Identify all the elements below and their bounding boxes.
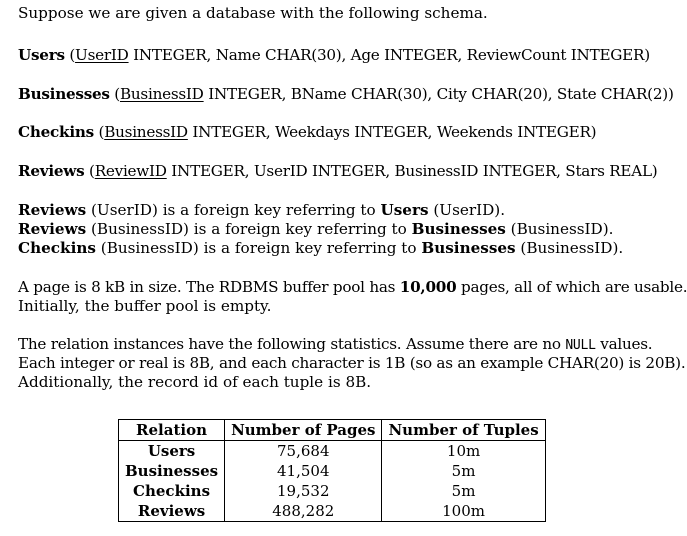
buffer-text: A page is 8 kB in size. The RDBMS buffer pool has [18,278,400,296]
primary-key: BusinessID [104,123,188,141]
buffer-pool-line-2: Initially, the buffer pool is empty. [18,297,272,315]
foreign-key-3 [18,239,623,258]
stats-line-2: Each integer or real is 8B, and each character is 1B (so as an example CHAR(20) is 20B). [18,354,686,372]
fk-description: (UserID) is a foreign key referring to [86,201,381,219]
fk-target-key: (BusinessID). [505,220,614,238]
schema-attributes: INTEGER, BName CHAR(30), City CHAR(20), State CHAR(2)) [203,85,674,103]
schema-attributes: INTEGER, Weekdays INTEGER, Weekends INTEGER) [187,123,597,141]
schema-name: Reviews [18,162,85,180]
table-row [119,441,546,462]
schema-checkins [18,123,596,142]
schema-paren: ( [93,123,105,141]
schema-name: Checkins [18,123,94,141]
tuples-cell: 5m [382,481,545,501]
table-row [119,461,546,481]
tuples-cell: 100m [382,501,545,522]
stats-text-tail: values. [595,335,653,353]
pages-cell: 488,282 [225,501,382,522]
schema-paren: ( [109,85,120,103]
primary-key: BusinessID [119,85,204,103]
schema-paren: ( [84,162,95,180]
schema-users [18,46,650,65]
table-header-row [119,420,546,441]
buffer-page-count: 10,000 [399,278,457,296]
relation-cell: Businesses [119,461,225,481]
pages-cell: 41,504 [225,461,382,481]
pages-cell: 75,684 [225,441,382,462]
tuples-cell: 10m [382,441,545,462]
foreign-key-1 [18,201,505,220]
tuples-cell: 5m [382,461,545,481]
primary-key: UserID [75,46,129,64]
pages-cell: 19,532 [225,481,382,501]
fk-relation: Reviews [18,220,87,238]
stats-text: The relation instances have the following statistics. Assume there are no [18,335,566,353]
schema-businesses [18,85,674,104]
relation-cell: Users [119,441,225,462]
header-pages: Number of Pages [225,420,382,441]
table-row [119,501,546,522]
schema-attributes: INTEGER, UserID INTEGER, BusinessID INTEGER, Stars REAL) [166,162,658,180]
schema-reviews [18,162,657,181]
fk-description: (BusinessID) is a foreign key referring to [86,220,412,238]
schema-paren: ( [64,46,76,64]
intro-text: Suppose we are given a database with the following schema. [18,4,488,22]
relation-cell: Reviews [119,501,225,522]
header-tuples: Number of Tuples [382,420,545,441]
schema-name: Businesses [18,85,110,103]
foreign-key-2 [18,220,613,239]
header-relation: Relation [119,420,225,441]
primary-key: ReviewID [94,162,167,180]
stats-line-3: Additionally, the record id of each tuple is 8B. [18,373,372,391]
schema-name: Users [18,46,65,64]
fk-description: (BusinessID) is a foreign key referring to [95,239,422,257]
schema-attributes: INTEGER, Name CHAR(30), Age INTEGER, ReviewCount INTEGER) [128,46,650,64]
fk-target: Users [380,201,429,219]
statistics-table [118,419,546,522]
fk-target: Businesses [411,220,506,238]
table-row [119,481,546,501]
buffer-pool-line-1 [18,278,687,297]
fk-target-key: (UserID). [428,201,506,219]
fk-target-key: (BusinessID). [515,239,624,257]
fk-relation: Checkins [18,239,96,257]
buffer-text-tail: pages, all of which are usable. [456,278,687,296]
fk-relation: Reviews [18,201,87,219]
null-keyword: NULL [565,338,596,353]
stats-line-1 [18,335,652,355]
fk-target: Businesses [421,239,516,257]
relation-cell: Checkins [119,481,225,501]
